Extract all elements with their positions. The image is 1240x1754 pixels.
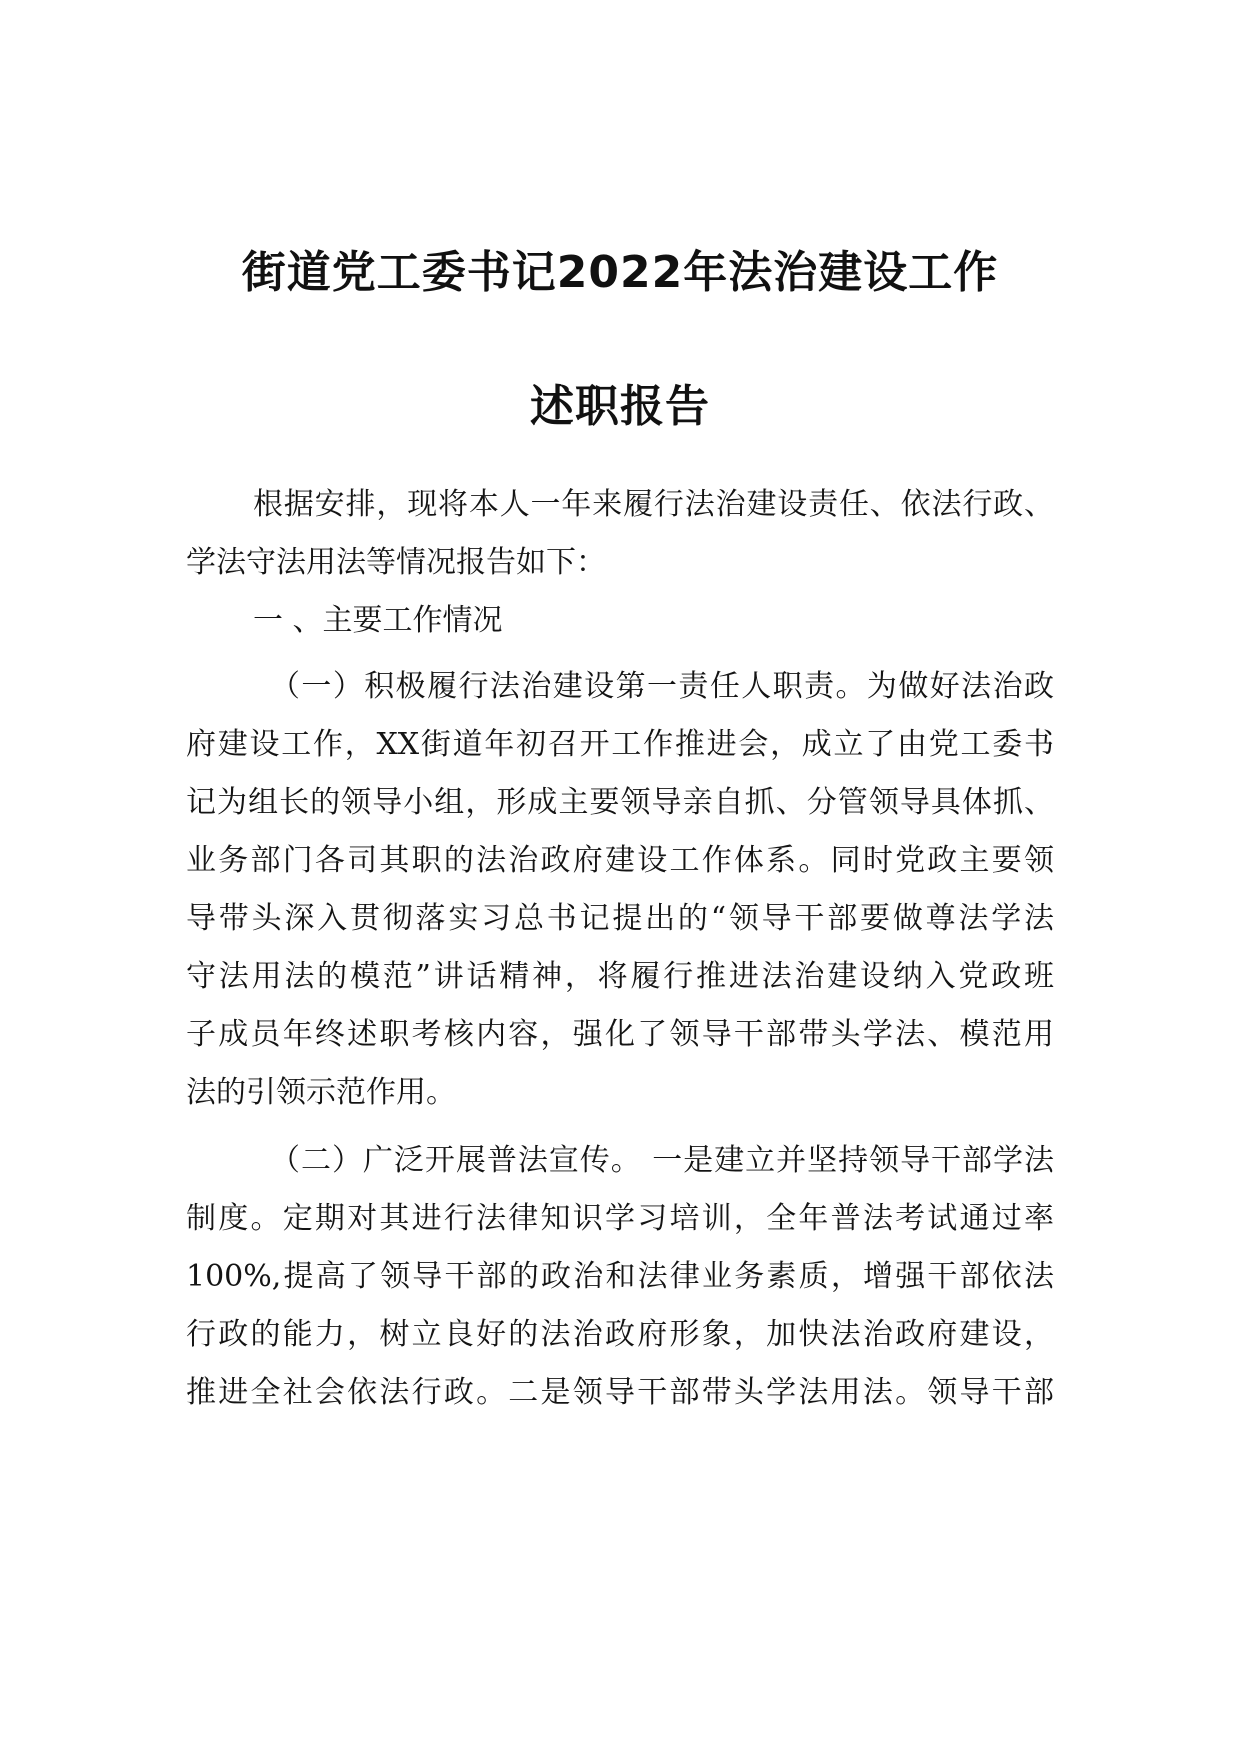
para1-line-1: （一）积极履行法治建设第一责任人职责。为做好法治政: [270, 669, 1054, 704]
para1-line-7: 子成员年终述职考核内容，强化了领导干部带头学法、模范用: [186, 1017, 1054, 1052]
intro-line-1: 根据安排，现将本人一年来履行法治建设责任、依法行政、: [253, 487, 1054, 522]
section-heading: 一 、主要工作情况: [253, 603, 503, 638]
para1-line-8: 法的引领示范作用。: [186, 1075, 456, 1110]
para1-line-5: 导带头深入贯彻落实习总书记提出的“领导干部要做尊法学法: [186, 901, 1054, 936]
para1-line-2: 府建设工作，XX街道年初召开工作推进会，成立了由党工委书: [186, 727, 1054, 762]
para1-line-6: 守法用法的模范”讲话精神，将履行推进法治建设纳入党政班: [186, 959, 1054, 994]
para1-line-4: 业务部门各司其职的法治政府建设工作体系。同时党政主要领: [186, 843, 1054, 878]
para2-line-1: （二）广泛开展普法宣传。 一是建立并坚持领导干部学法: [270, 1143, 1054, 1178]
para2-line-3: 100%,提高了领导干部的政治和法律业务素质，增强干部依法: [186, 1259, 1054, 1294]
para2-line-2: 制度。定期对其进行法律知识学习培训，全年普法考试通过率: [186, 1201, 1054, 1236]
intro-line-2: 学法守法用法等情况报告如下：: [186, 545, 606, 580]
document-title-line-2: 述职报告: [530, 381, 710, 432]
para1-line-3: 记为组长的领导小组，形成主要领导亲自抓、分管领导具体抓、: [186, 785, 1054, 820]
para2-line-4: 行政的能力，树立良好的法治政府形象，加快法治政府建设，: [186, 1317, 1054, 1352]
para2-line-5: 推进全社会依法行政。二是领导干部带头学法用法。领导干部: [186, 1375, 1054, 1410]
document-title-line-1: 街道党工委书记2022年法治建设工作: [241, 247, 999, 298]
